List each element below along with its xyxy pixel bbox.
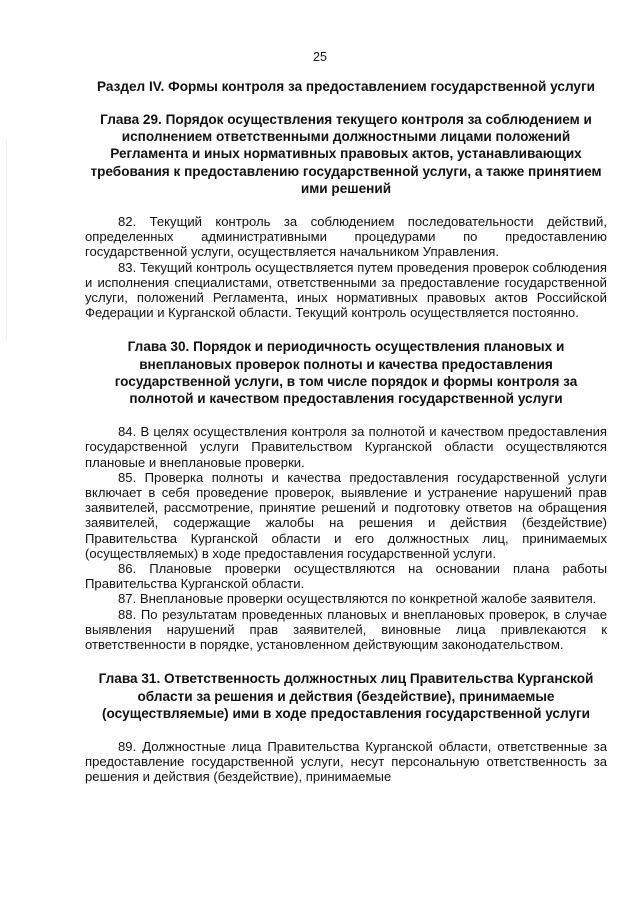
- paragraph-84: 84. В целях осуществления контроля за полнотой и качеством предоставления государственной услуги Правительством Курганской области осуществляются плановые и внеплановые проверки.: [85, 424, 607, 470]
- paragraph-88: 88. По результатам проведенных плановых и внеплановых проверок, в случае выявления нарушений прав заявителей, виновные лица привлекаются к ответственности в порядке, установленном действующим законодательством.: [85, 606, 607, 653]
- paragraph-87: 87. Внеплановые проверки осуществляются по конкретной жалобе заявителя.: [118, 591, 597, 607]
- chapter-31: [85, 670, 607, 784]
- paragraph-82: 82. Текущий контроль за соблюдением последовательности действий, определенных административными процедурами по предоставлению государственной услуги, осуществляется начальником Управления.: [85, 214, 607, 260]
- paragraph-83: 83. Текущий контроль осуществляется путем проведения проверок соблюдения и исполнения специалистами, ответственными за предоставление государственной услуги, положений Регламента, иных нормативных правовых актов Российской Федерации и Курганской области. Текущий контроль осуществляется постоянно.: [85, 259, 607, 321]
- paragraph-85: 85. Проверка полноты и качества предоставления государственной услуги включает в себя проведение проверок, выявление и устранение нарушений прав заявителей, рассмотрение, принятие решений и подготовку ответов на обращения заявителей, содержащие жалобы на решения и действия (бездействие) Правительства Курганской области и его должностных лиц, принимаемых (осуществляемых) в ходе предоставления государственной услуги.: [85, 469, 607, 561]
- document-content: [85, 78, 607, 803]
- chapter-30: [85, 338, 607, 652]
- chapter-29: [85, 111, 607, 320]
- paragraph-89: 89. Должностные лица Правительства Курганской области, ответственные за предоставление государственной услуги, несут персональную ответственность за решения и действия (бездействие), принимаемые: [85, 738, 607, 785]
- paragraph-86: 86. Плановые проверки осуществляются на основании плана работы Правительства Курганской области.: [85, 561, 607, 592]
- section-title: Раздел IV. Формы контроля за предоставлением государственной услуги: [96, 79, 595, 94]
- chapter-title: Глава 30. Порядок и периодичность осуществления плановых и внеплановых проверок полноты и качества предоставления государственной услуги, в том числе порядок и формы контроля за полнотой и качеством предоставления государственной услуги: [114, 339, 578, 407]
- chapter-title: Глава 29. Порядок осуществления текущего контроля за соблюдением и исполнением ответственными должностными лицами положений Регламента и иных нормативных правовых актов, устанавливающих требования к предоставлению государственной услуги, а также принятием ими решений: [90, 112, 602, 196]
- chapter-title: Глава 31. Ответственность должностных лиц Правительства Курганской области за решения и действия (бездействие), принимаемые (осуществляемые) ими в ходе предоставления государственной услуги: [98, 671, 594, 721]
- scan-margin-mark: [6, 140, 7, 340]
- page-number: 25: [313, 50, 327, 64]
